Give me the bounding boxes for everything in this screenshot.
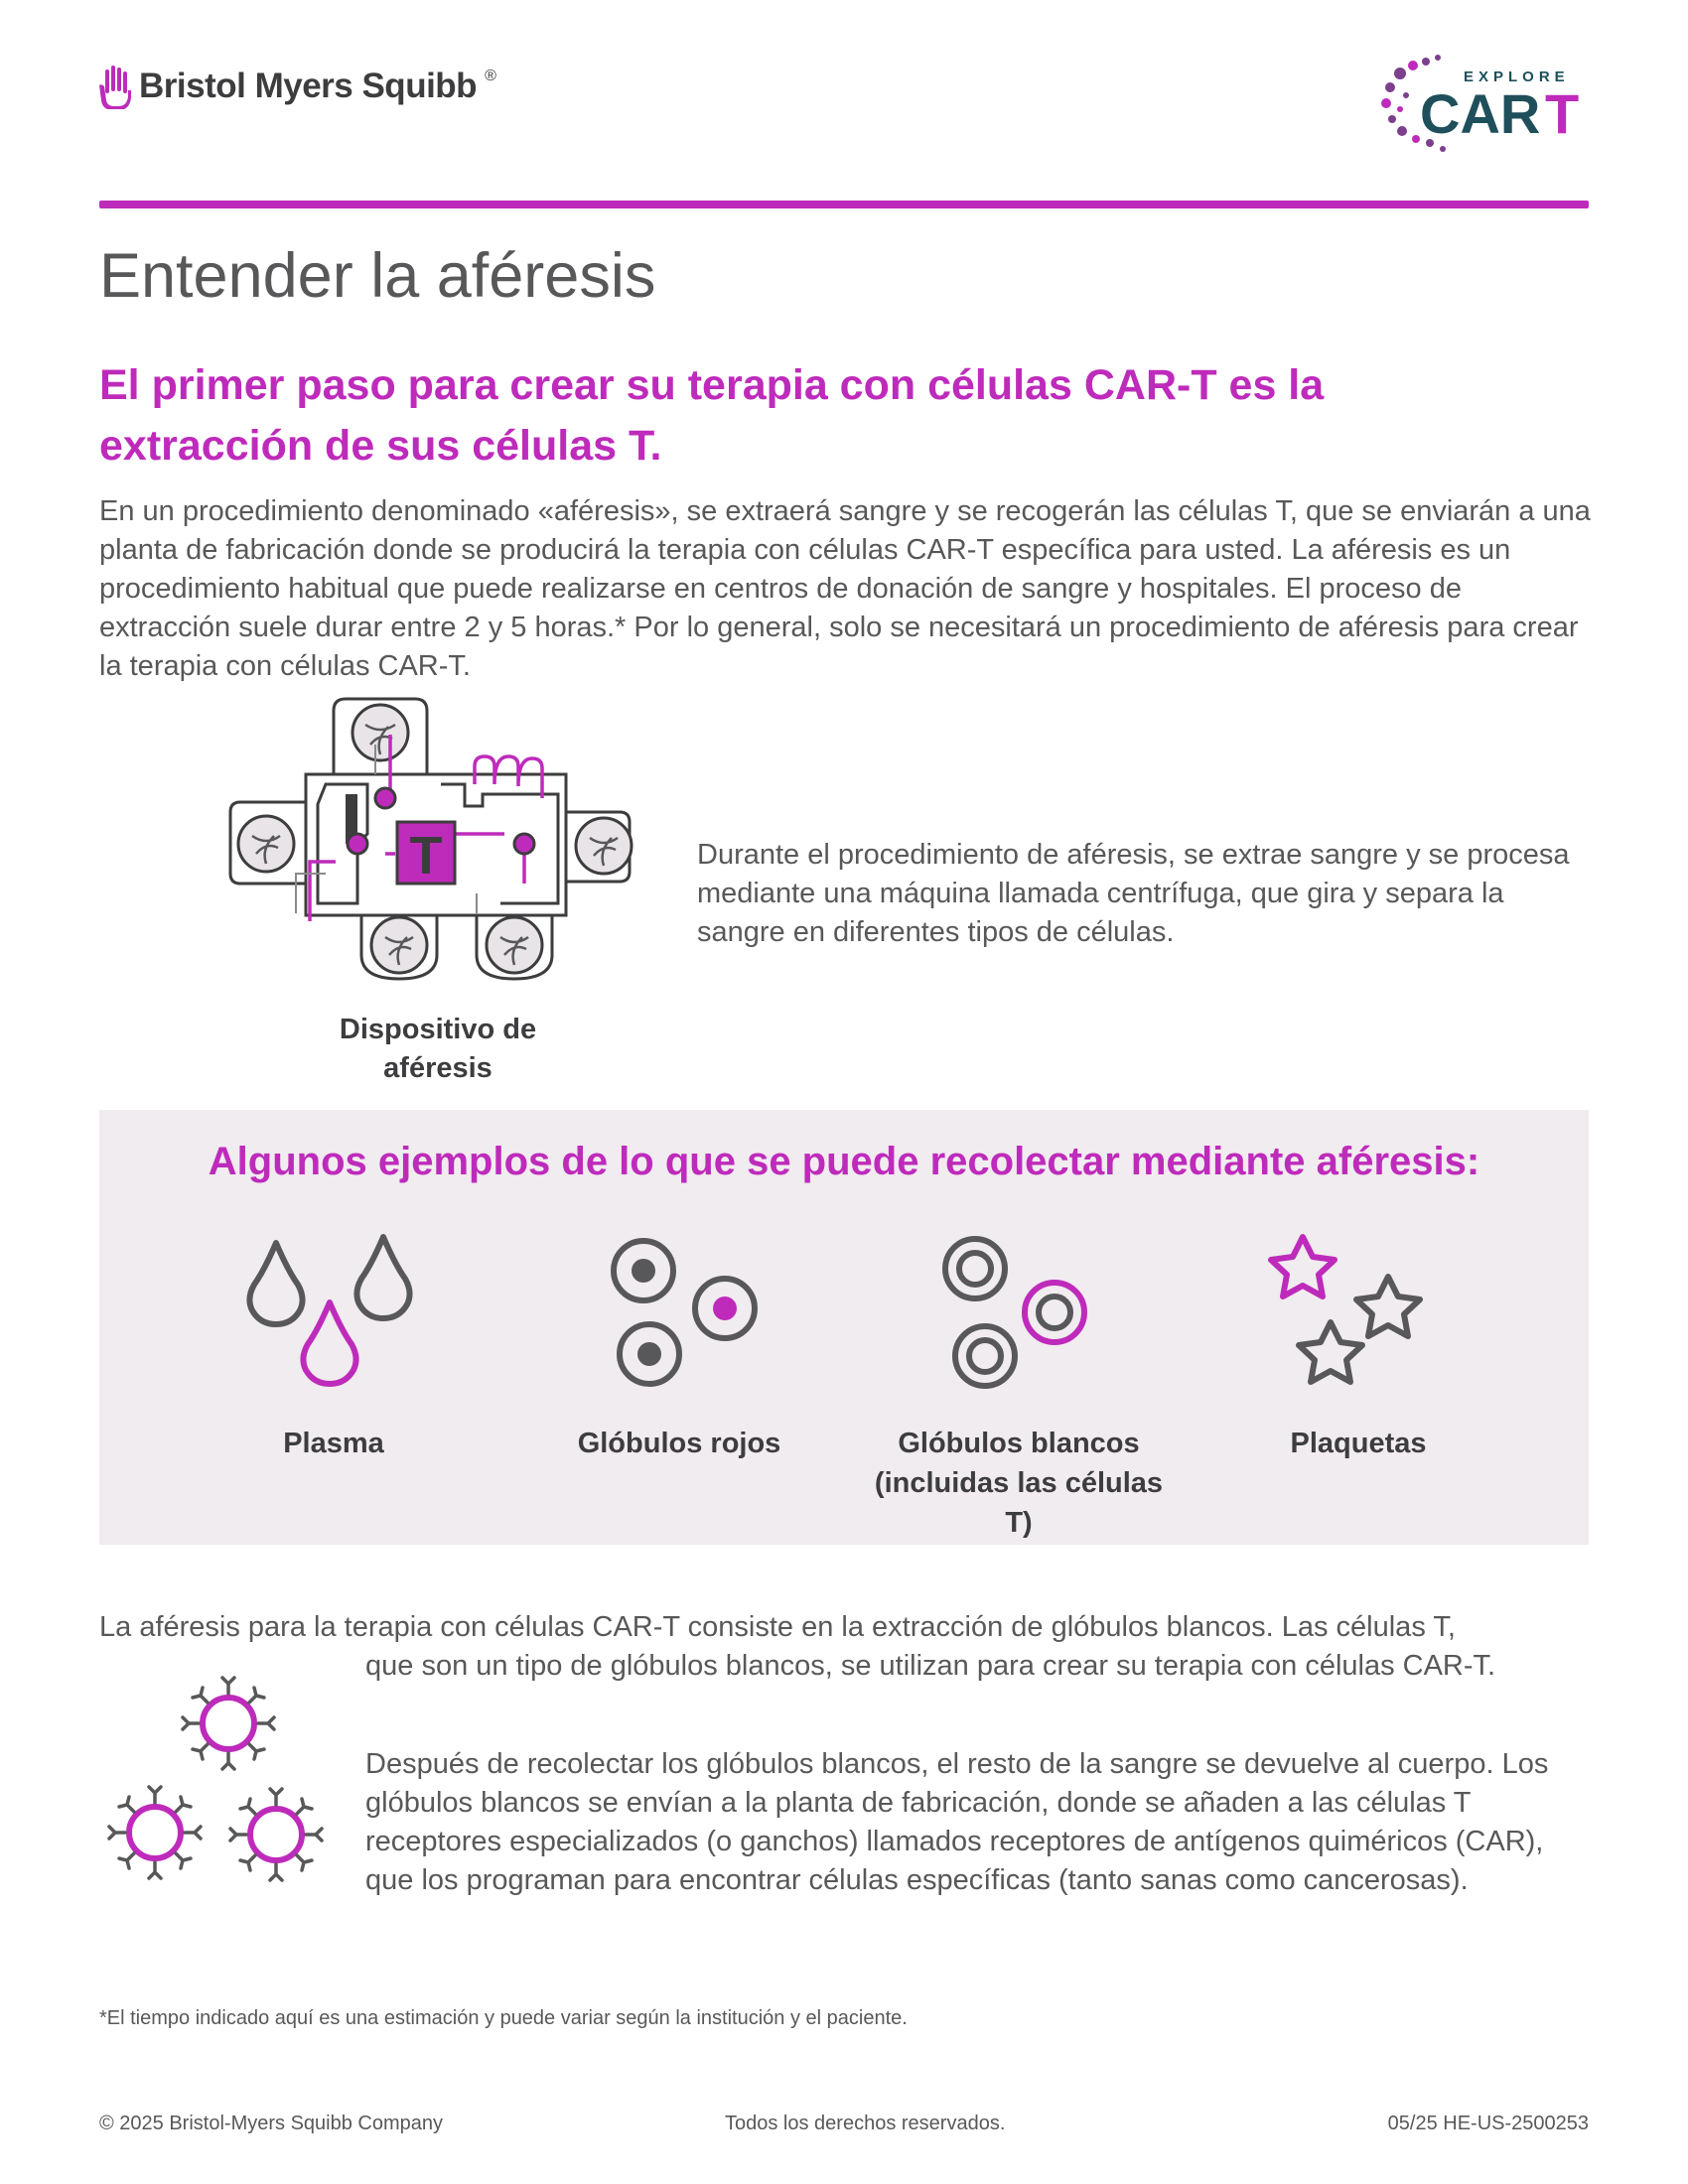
apheresis-device-icon [226,695,663,983]
page-title: Entender la aféresis [99,241,656,311]
footer-rights: Todos los derechos reservados. [725,2113,1006,2134]
device-caption-line2: aféresis [383,1052,492,1084]
plasma-drops-icon [234,1231,433,1410]
page-subtitle: El primer paso para crear su terapia con células CAR-T es la extracción de sus células T. [99,361,1325,470]
device-caption-line1: Dispositivo de [339,1014,537,1045]
white-blood-cells-icon [919,1231,1118,1410]
example-label-platelets: Plaquetas [1290,1428,1427,1459]
bms-logo [97,64,496,109]
device-t-letter: T [409,826,443,886]
examples-title: Algunos ejemplos de lo que se puede recolectar mediante aféresis: [208,1140,1480,1183]
car-t-paragraph-line2: que son un tipo de glóbulos blancos, se utilizan para crear su terapia con células CAR-T. [365,1650,1496,1682]
bms-wordmark: Bristol Myers Squibb [139,67,478,105]
bms-hand-icon [97,64,131,109]
logo-explore-text: EXPLORE [1464,68,1570,85]
example-label-plasma: Plasma [283,1428,384,1459]
car-t-cells-icon [99,1668,348,1886]
logo-t-text: T [1545,82,1580,145]
example-label-white-cells-line1: Glóbulos blancos [898,1428,1140,1459]
logo-car-text: CAR [1420,82,1541,145]
intro-paragraph: En un procedimiento denominado «aféresis», se extraerá sangre y se recogerán las células T, que se enviarán a una planta de fabricación donde se producirá la terapia con células CAR-T específica para usted. La aféresis es un procedimiento habitual que puede realizarse en centros de donación de sangre y hospitales. El proceso de extracción suele durar entre 2 y 5 horas.* Por lo general, solo se necesitará un procedimiento de aféresis para crear la terapia con células CAR-T. [99,495,1591,682]
footnote: *El tiempo indicado aquí es una estimación y puede variar según la institución y el paciente. [99,2007,908,2029]
header-divider [99,201,1589,208]
example-label-white-cells [870,1424,1168,1543]
device-description: Durante el procedimiento de aféresis, se extrae sangre y se procesa mediante una máquina llamada centrífuga, que gira y separa la sangre en diferentes tipos de células. [697,839,1570,948]
registered-mark: ® [485,68,496,84]
example-label-red-cells: Glóbulos rojos [577,1428,781,1459]
example-label-white-cells-line2: (incluidas las células T) [874,1467,1164,1539]
device-caption [298,1011,578,1088]
platelets-icon [1259,1231,1458,1410]
red-blood-cells-icon [580,1231,778,1410]
explore-car-t-logo [1380,52,1599,171]
footer-code: 05/25 HE-US-2500253 [1387,2113,1589,2134]
footer-copyright: © 2025 Bristol-Myers Squibb Company [99,2113,443,2134]
process-paragraph: Después de recolectar los glóbulos blancos, el resto de la sangre se devuelve al cuerpo. Los glóbulos blancos se envían a la planta de fabricación, donde se añaden a las células T receptores especializados (o ganchos) llamados receptores de antígenos quiméricos (CAR), que los programan para encontrar células específicas (tanto sanas como cancerosas). [365,1748,1549,1896]
car-t-paragraph-line1: La aféresis para la terapia con células CAR-T consiste en la extracción de glóbulos blancos. Las células T, [99,1611,1456,1643]
